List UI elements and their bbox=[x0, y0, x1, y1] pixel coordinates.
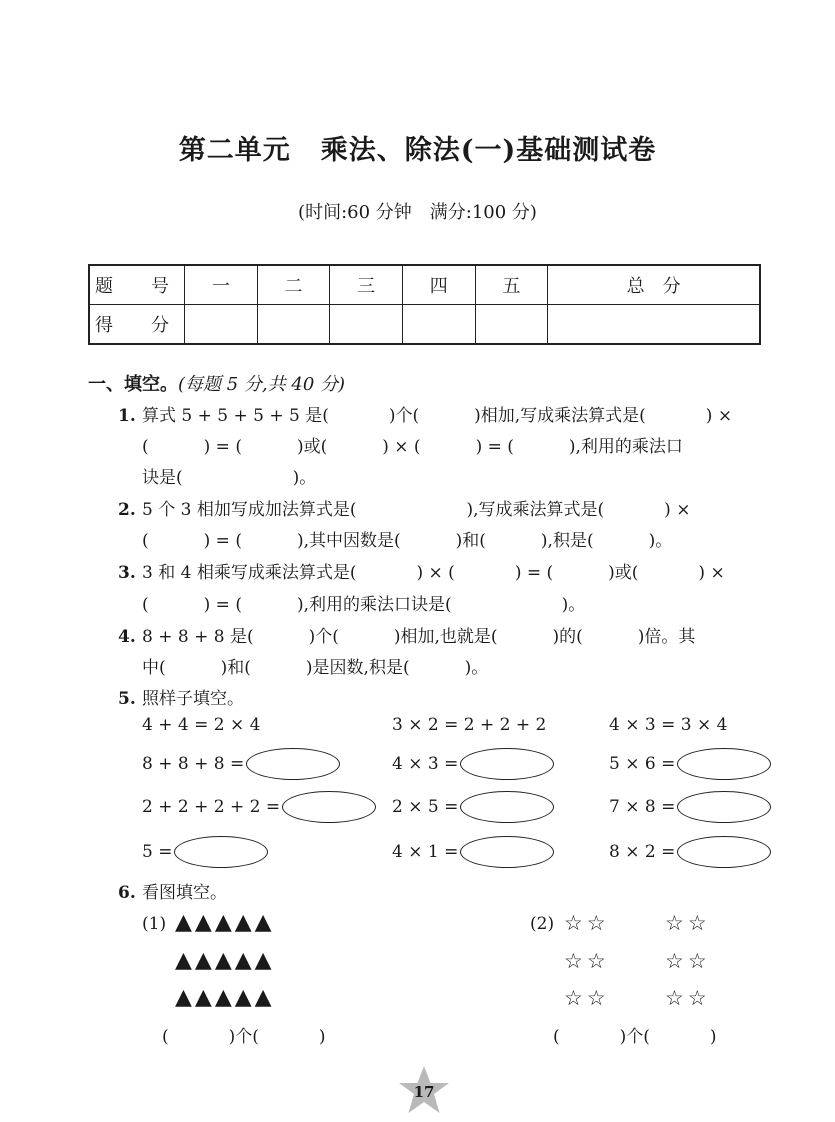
triangle-row-icon: ▲▲▲▲▲ bbox=[175, 948, 275, 973]
text: )相加,写成乘法算式是( bbox=[474, 406, 646, 426]
table-row bbox=[89, 305, 760, 345]
table-cell: 四 bbox=[402, 265, 475, 305]
answer-oval[interactable] bbox=[174, 836, 268, 868]
text: ) × bbox=[705, 406, 733, 426]
text: )倍。其 bbox=[637, 627, 696, 647]
table-cell: 二 bbox=[257, 265, 330, 305]
score-input-cell[interactable] bbox=[257, 305, 330, 345]
q4-line1 bbox=[118, 622, 695, 647]
answer-oval[interactable] bbox=[677, 748, 771, 780]
fill-eq bbox=[392, 836, 554, 868]
table-row bbox=[89, 265, 760, 305]
fill-eq bbox=[609, 748, 771, 780]
text: ) = ( bbox=[475, 437, 514, 457]
page-number-badge bbox=[397, 1064, 451, 1118]
answer-oval[interactable] bbox=[677, 791, 771, 823]
question-number: 6. bbox=[118, 883, 136, 903]
score-input-cell[interactable] bbox=[548, 305, 760, 345]
star-pair-icon: ☆☆ bbox=[665, 949, 711, 973]
q4-line2 bbox=[142, 653, 488, 678]
text: )或( bbox=[608, 563, 639, 583]
text: )或( bbox=[296, 437, 328, 457]
fill-eq bbox=[142, 748, 340, 780]
answer-oval[interactable] bbox=[677, 836, 771, 868]
text: ) bbox=[318, 1027, 326, 1047]
text: ),利用的乘法口诀是( bbox=[296, 595, 452, 615]
text: ) bbox=[709, 1027, 717, 1047]
answer-oval[interactable] bbox=[460, 748, 554, 780]
text: 5 = bbox=[142, 842, 173, 862]
table-cell: 总 分 bbox=[548, 265, 760, 305]
table-cell: 得 分 bbox=[89, 305, 185, 345]
text: ) × ( bbox=[382, 437, 421, 457]
text: ),其中因数是( bbox=[296, 531, 401, 551]
text: 4 × 3 = bbox=[392, 754, 459, 774]
q5-heading bbox=[118, 684, 244, 709]
text: 7 × 8 = bbox=[609, 797, 676, 817]
question-number: 3. bbox=[118, 563, 136, 583]
fill-eq bbox=[142, 791, 376, 823]
q3-line2 bbox=[142, 590, 585, 615]
text: 4 × 1 = bbox=[392, 842, 459, 862]
fill-eq bbox=[392, 791, 554, 823]
q1-line3 bbox=[142, 463, 316, 488]
text: ( bbox=[553, 1027, 560, 1047]
example-eq: 4 × 3 = 3 × 4 bbox=[609, 715, 728, 735]
text: )和( bbox=[220, 658, 251, 678]
text: 8 × 2 = bbox=[609, 842, 676, 862]
text: ( bbox=[142, 595, 149, 615]
score-input-cell[interactable] bbox=[185, 305, 258, 345]
score-table bbox=[88, 264, 761, 345]
text: ) × ( bbox=[416, 563, 455, 583]
q3-line1 bbox=[118, 558, 725, 583]
text: ( bbox=[162, 1027, 169, 1047]
text: 8 + 8 + 8 是( bbox=[142, 627, 254, 647]
text: )相加,也就是( bbox=[393, 627, 498, 647]
q1-line2 bbox=[142, 432, 683, 457]
text: )是因数,积是( bbox=[305, 658, 410, 678]
fill-eq bbox=[609, 836, 771, 868]
text: ) = ( bbox=[203, 437, 242, 457]
text: ) × bbox=[664, 500, 691, 520]
text: 算式 5 + 5 + 5 + 5 是( bbox=[142, 406, 329, 426]
subtitle: (时间:60 分钟 满分:100 分) bbox=[298, 202, 537, 223]
score-input-cell[interactable] bbox=[330, 305, 403, 345]
text: 中( bbox=[142, 658, 166, 678]
question-number: 4. bbox=[118, 627, 136, 647]
table-cell: 五 bbox=[475, 265, 548, 305]
answer-oval[interactable] bbox=[282, 791, 376, 823]
text: )和( bbox=[455, 531, 486, 551]
section-note: (每题 5 分,共 40 分) bbox=[178, 374, 346, 395]
text: 5 × 6 = bbox=[609, 754, 676, 774]
text: 照样子填空。 bbox=[142, 689, 244, 709]
fill-eq bbox=[609, 791, 771, 823]
q2-line2 bbox=[142, 526, 672, 551]
text: ),写成乘法算式是( bbox=[466, 500, 605, 520]
question-number: 5. bbox=[118, 689, 136, 709]
part2-answer bbox=[553, 1022, 717, 1047]
q6-heading bbox=[118, 878, 227, 903]
text: )。 bbox=[561, 595, 586, 615]
table-cell: 三 bbox=[330, 265, 403, 305]
example-eq: 3 × 2 = 2 + 2 + 2 bbox=[392, 715, 547, 735]
star-pair-icon: ☆☆ bbox=[665, 911, 711, 935]
section-heading bbox=[88, 370, 345, 396]
table-cell: 题 号 bbox=[89, 265, 185, 305]
text: )个( bbox=[308, 627, 339, 647]
fill-eq bbox=[142, 836, 268, 868]
text: )的( bbox=[552, 627, 583, 647]
example-eq: 4 + 4 = 2 × 4 bbox=[142, 715, 261, 735]
fill-eq bbox=[392, 748, 554, 780]
part1-label: (1) bbox=[142, 914, 167, 934]
title-unit: 第二单元 bbox=[178, 135, 291, 166]
answer-oval[interactable] bbox=[246, 748, 340, 780]
text: ),利用的乘法口 bbox=[568, 437, 683, 457]
section-label: 一、填空。 bbox=[88, 374, 178, 395]
text: 3 和 4 相乘写成乘法算式是( bbox=[142, 563, 357, 583]
star-pair-icon: ☆☆ bbox=[564, 911, 610, 935]
text: )。 bbox=[648, 531, 673, 551]
text: ) = ( bbox=[514, 563, 554, 583]
q1-line1 bbox=[118, 401, 732, 426]
text: ),积是( bbox=[540, 531, 594, 551]
star-pair-icon: ☆☆ bbox=[564, 949, 610, 973]
text: 2 × 5 = bbox=[392, 797, 459, 817]
answer-oval[interactable] bbox=[460, 791, 554, 823]
triangle-row-icon: ▲▲▲▲▲ bbox=[175, 910, 275, 935]
text: 8 + 8 + 8 = bbox=[142, 754, 245, 774]
text: ( bbox=[142, 437, 149, 457]
score-input-cell[interactable] bbox=[475, 305, 548, 345]
text: 看图填空。 bbox=[142, 883, 227, 903]
title-main: 乘法、除法(一)基础测试卷 bbox=[320, 135, 657, 166]
q2-line1 bbox=[118, 495, 690, 520]
answer-oval[interactable] bbox=[460, 836, 554, 868]
text: )个( bbox=[228, 1027, 259, 1047]
text: )个( bbox=[388, 406, 420, 426]
text: ) = ( bbox=[203, 531, 242, 551]
star-pair-icon: ☆☆ bbox=[665, 986, 711, 1010]
text: 2 + 2 + 2 + 2 = bbox=[142, 797, 281, 817]
question-number: 1. bbox=[118, 406, 136, 426]
star-pair-icon: ☆☆ bbox=[564, 986, 610, 1010]
triangle-row-icon: ▲▲▲▲▲ bbox=[175, 985, 275, 1010]
page-title bbox=[0, 128, 835, 167]
part2-label: (2) bbox=[530, 914, 555, 934]
part1-answer bbox=[162, 1022, 326, 1047]
page-number: 17 bbox=[413, 1083, 435, 1101]
text: 5 个 3 相加写成加法算式是( bbox=[142, 500, 357, 520]
text: )个( bbox=[619, 1027, 650, 1047]
text: 诀是( bbox=[142, 468, 183, 488]
score-input-cell[interactable] bbox=[402, 305, 475, 345]
table-cell: 一 bbox=[185, 265, 258, 305]
text: ) × bbox=[698, 563, 725, 583]
text: ) = ( bbox=[203, 595, 242, 615]
text: )。 bbox=[292, 468, 317, 488]
text: ( bbox=[142, 531, 149, 551]
text: )。 bbox=[464, 658, 489, 678]
question-number: 2. bbox=[118, 500, 136, 520]
